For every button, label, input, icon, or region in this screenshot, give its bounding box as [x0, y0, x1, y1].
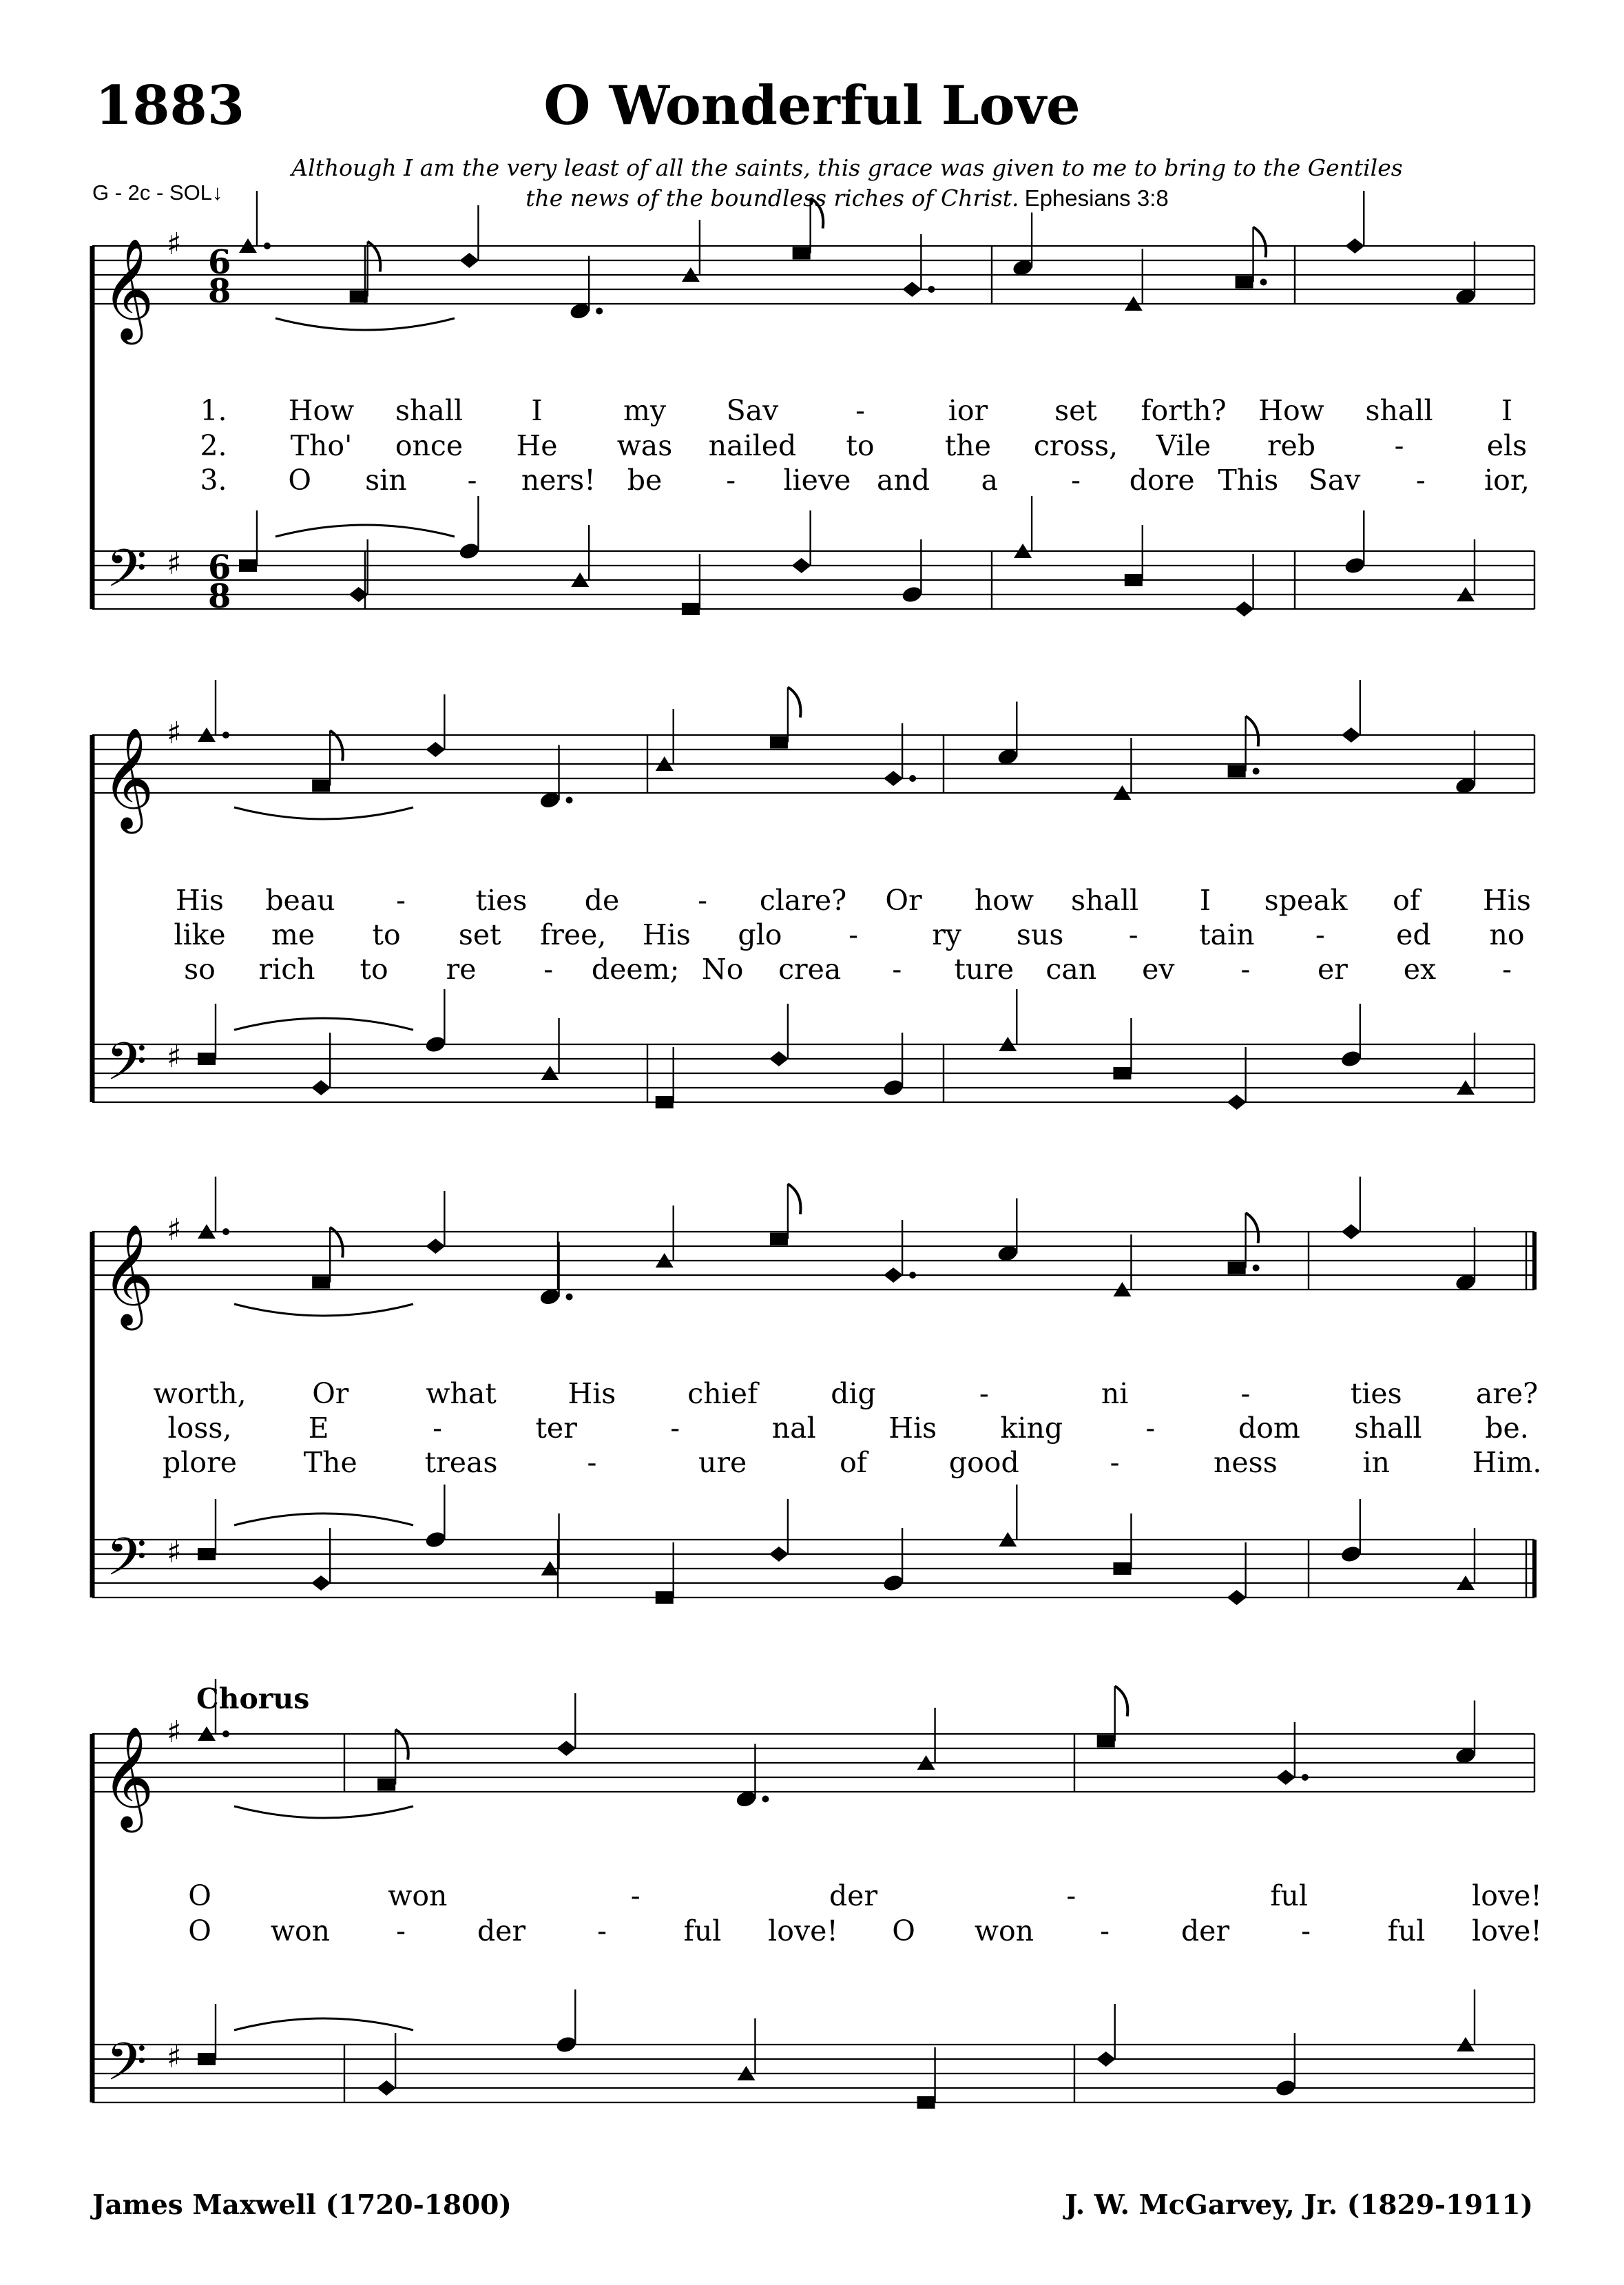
system-1-bass-note: [901, 585, 924, 604]
system-3-verse-1-syllable: ni: [1101, 1377, 1129, 1410]
system-1-treble-note: [902, 282, 922, 297]
system-4-verse-2-syllable: -: [396, 1914, 406, 1947]
system-4-bass-note: [198, 2053, 216, 2065]
system-2-bass-key-sharp: ♯: [167, 1040, 182, 1075]
system-1-verse-2-syllable: nailed: [708, 429, 797, 462]
system-1-verse-2-syllable: He: [516, 429, 558, 462]
system-4-verse-1-syllable: won: [388, 1879, 448, 1912]
system-2-bass-note: [769, 1051, 789, 1066]
system-3-verse-1-syllable: His: [568, 1377, 616, 1410]
system-2-bass-note: [1113, 1067, 1131, 1079]
system-3-treble-note: [1342, 1224, 1361, 1239]
system-3-verse-2-syllable: E: [308, 1412, 329, 1445]
system-2-verse-3-syllable: No: [701, 953, 744, 986]
system-1-treble-clef: 𝄞: [102, 238, 154, 340]
system-2-verse-2-syllable: His: [642, 918, 691, 951]
hymn-title: O Wonderful Love: [543, 74, 1081, 137]
system-2-verse-3-syllable: -: [1240, 953, 1251, 986]
system-3-treble-slur: [234, 1304, 413, 1316]
system-1-verse-2-syllable: cross,: [1033, 429, 1118, 462]
system-2-verse-1-syllable: His: [1483, 884, 1531, 917]
system-1-verse-1-syllable: shall: [395, 394, 464, 427]
system-3-verse-3-syllable: Him.: [1472, 1446, 1542, 1479]
system-3-verse-2-syllable: -: [433, 1412, 443, 1445]
system-3-verse-1-syllable: worth,: [153, 1377, 247, 1410]
system-3-treble-key-sharp: ♯: [167, 1212, 182, 1248]
system-4-verse-1-syllable: -: [630, 1879, 641, 1912]
system-3-verse-3-syllable: treas: [424, 1446, 498, 1479]
system-1-verse-1-syllable: shall: [1365, 394, 1433, 427]
system-2-treble-note: [770, 736, 788, 749]
system-2-treble-note: [312, 780, 330, 792]
system-1-verse-3-syllable: a: [981, 464, 999, 497]
system-3-verse-3-syllable: The: [303, 1446, 357, 1479]
system-2-treble-flag: [1246, 716, 1259, 747]
system-3-bass-note: [198, 1548, 216, 1560]
system-1-verse-3-syllable: be: [627, 464, 663, 497]
system-3-verse-1-syllable: dig: [831, 1377, 876, 1410]
system-4-verse-2-syllable: O: [188, 1914, 211, 1947]
system-3-bass-note: [1227, 1590, 1247, 1605]
system-2-verse-3-syllable: ex: [1403, 953, 1437, 986]
system-4-treble-dot: [222, 1730, 229, 1737]
system-2-treble-clef: 𝄞: [102, 727, 154, 829]
system-2-bass-note: [1340, 1049, 1362, 1068]
system-1-verse-3-syllable: -: [1415, 464, 1426, 497]
system-1-treble-slur: [275, 318, 455, 330]
system-1-verse-2-syllable: once: [395, 429, 464, 462]
hymn-number: 1883: [95, 74, 245, 137]
system-2-verse-1-syllable: clare?: [759, 884, 847, 917]
system-3-verse-1-syllable: chief: [687, 1377, 758, 1410]
system-2-treble-dot: [909, 775, 916, 782]
system-1-treble-note: [459, 253, 479, 268]
system-4-verse-2-syllable: love!: [768, 1914, 838, 1947]
system-1-verse-3-syllable: -: [467, 464, 477, 497]
system-2-verse-1-syllable: I: [1199, 884, 1211, 917]
system-2-verse-3-syllable: can: [1045, 953, 1097, 986]
system-2-verse-1-syllable: Or: [885, 884, 922, 917]
system-4-verse-2-syllable: -: [1301, 1914, 1311, 1947]
system-2-verse-2-syllable: sus: [1016, 918, 1064, 951]
scripture-line-2-text: the news of the boundless riches of Christ.: [525, 185, 1019, 211]
scripture-reference: Ephesians 3:8: [1024, 185, 1169, 211]
system-4-treble-slur: [234, 1806, 413, 1818]
system-1-treble-note: [1345, 238, 1364, 254]
system-2-verse-1-syllable: of: [1393, 884, 1420, 917]
system-3-verse-2-syllable: His: [888, 1412, 937, 1445]
system-1-bass-note: [682, 603, 700, 615]
system-2-verse-1-syllable: -: [396, 884, 406, 917]
system-1-verse-2-syllable: Vile: [1156, 429, 1211, 462]
system-3-treble-note: [312, 1276, 330, 1289]
system-1-bass-clef: 𝄢: [106, 538, 147, 612]
system-1-verse-2-syllable: 2.: [200, 429, 227, 462]
system-3-verse-3-syllable: plore: [163, 1446, 237, 1479]
system-2-verse-2-syllable: set: [458, 918, 501, 951]
system-4-bass-note: [1096, 2051, 1116, 2067]
system-1-treble-dot: [596, 308, 603, 315]
system-2-bass-slur: [234, 1018, 413, 1030]
system-2-verse-2-syllable: -: [1128, 918, 1138, 951]
system-4-treble-note: [1276, 1770, 1295, 1785]
system-3-treble-dot: [566, 1294, 573, 1301]
system-2-verse-2-syllable: ed: [1396, 918, 1431, 951]
system-2-verse-2-syllable: tain: [1199, 918, 1255, 951]
system-1-bass-note: [792, 558, 811, 573]
system-1-verse-2-syllable: to: [846, 429, 875, 462]
system-1-verse-3-syllable: dore: [1129, 464, 1195, 497]
system-2-verse-3-syllable: so: [184, 953, 216, 986]
system-1-verse-1-syllable: I: [531, 394, 543, 427]
system-1-bass-note: [1235, 601, 1254, 617]
system-1-bass-key-sharp: ♯: [167, 546, 182, 581]
system-3-verse-2-syllable: nal: [771, 1412, 816, 1445]
system-2-bass-note: [424, 1035, 447, 1054]
system-4-verse-2-syllable: -: [597, 1914, 607, 1947]
system-1-verse-1-syllable: ior: [948, 394, 988, 427]
system-4-bass-clef: 𝄢: [106, 2031, 147, 2105]
system-3-verse-2-syllable: king: [1000, 1412, 1063, 1445]
system-3-treble-flag: [1246, 1213, 1259, 1243]
system-1-bass-slur: [275, 525, 455, 537]
system-4-verse-2-syllable: der: [1180, 1914, 1230, 1947]
system-1-treble-key-sharp: ♯: [167, 227, 182, 262]
system-1-verse-3-syllable: -: [1071, 464, 1081, 497]
system-3-bass-note: [424, 1530, 447, 1549]
system-2-bass-note: [882, 1078, 905, 1097]
system-1-verse-3-syllable: 3.: [200, 464, 227, 497]
system-2-verse-3-syllable: rich: [258, 953, 315, 986]
system-1-treble-flag: [811, 198, 824, 229]
system-1-verse-2-syllable: -: [1394, 429, 1404, 462]
system-2-verse-3-syllable: re: [446, 953, 477, 986]
scripture-line-1: Although I am the very least of all the saints, this grace was given to me to bring to the Gentiles: [291, 154, 1403, 181]
system-2-verse-3-syllable: ev: [1142, 953, 1175, 986]
system-3-bass-note: [656, 1591, 674, 1604]
system-3-verse-3-syllable: of: [840, 1446, 867, 1479]
system-1-treble-dot: [264, 242, 271, 249]
system-2-bass-note: [1227, 1095, 1247, 1110]
system-1-time-bottom-treble: 8: [208, 272, 231, 311]
system-3-treble-dot: [222, 1228, 229, 1235]
system-2-verse-2-syllable: ry: [932, 918, 961, 951]
system-1-verse-2-syllable: reb: [1267, 429, 1316, 462]
system-3-bass-key-sharp: ♯: [167, 1535, 182, 1570]
system-3-treble-dot: [1253, 1265, 1260, 1272]
system-4-verse-1-syllable: love!: [1472, 1879, 1542, 1912]
system-4-verse-1-syllable: ful: [1270, 1879, 1309, 1912]
system-2-treble-dot: [566, 797, 573, 804]
system-2-verse-1-syllable: speak: [1264, 884, 1348, 917]
system-3-bass-note: [1340, 1544, 1362, 1564]
system-2-verse-3-syllable: ture: [954, 953, 1014, 986]
system-2-bass-note: [198, 1053, 216, 1065]
system-4-bass-note: [555, 2035, 578, 2054]
system-1-treble-dot: [928, 286, 935, 293]
system-1-verse-2-syllable: Tho': [290, 429, 353, 462]
system-3-treble-dot: [909, 1272, 916, 1279]
system-1-verse-2-syllable: the: [944, 429, 992, 462]
system-3-verse-2-syllable: shall: [1354, 1412, 1422, 1445]
system-4-verse-2-syllable: -: [1100, 1914, 1110, 1947]
system-2-verse-2-syllable: no: [1489, 918, 1525, 951]
system-2-verse-2-syllable: -: [849, 918, 858, 951]
system-1-verse-1-syllable: How: [1258, 394, 1324, 427]
system-2-verse-3-syllable: -: [1502, 953, 1512, 986]
system-1-time-top-bass: 6: [208, 548, 231, 587]
system-1-bass-note: [239, 559, 257, 572]
words-credit: James Maxwell (1720-1800): [92, 2189, 512, 2221]
system-2-verse-2-syllable: to: [372, 918, 401, 951]
system-4-verse-2-syllable: der: [477, 1914, 526, 1947]
system-1-time-bottom-bass: 8: [208, 577, 231, 616]
system-1-verse-1-syllable: How: [288, 394, 355, 427]
system-3-bass-slur: [234, 1513, 413, 1525]
system-3-verse-2-syllable: ter: [535, 1412, 577, 1445]
system-1-verse-1-syllable: forth?: [1141, 394, 1227, 427]
system-1-verse-3-syllable: O: [288, 464, 312, 497]
system-2-verse-1-syllable: how: [974, 884, 1034, 917]
system-3-verse-3-syllable: good: [948, 1446, 1019, 1479]
system-3-treble-clef: 𝄞: [102, 1223, 154, 1326]
system-1-verse-3-syllable: -: [726, 464, 736, 497]
system-3-verse-2-syllable: dom: [1238, 1412, 1300, 1445]
system-3-verse-3-syllable: ure: [698, 1446, 747, 1479]
system-4-treble-clef: 𝄞: [102, 1726, 154, 1828]
system-3-verse-1-syllable: -: [1240, 1377, 1251, 1410]
system-3-treble-flag: [788, 1184, 801, 1214]
system-2-verse-2-syllable: free,: [540, 918, 607, 951]
system-2-treble-flag: [788, 687, 801, 718]
system-3-verse-3-syllable: -: [587, 1446, 597, 1479]
system-4-bass-note: [1274, 2078, 1297, 2098]
system-2-verse-1-syllable: shall: [1070, 884, 1139, 917]
system-1-bass-note: [1125, 574, 1143, 586]
system-4-bass-note: [917, 2096, 935, 2109]
system-2-treble-slur: [234, 807, 413, 819]
system-2-bass-clef: 𝄢: [106, 1031, 147, 1105]
system-3-bass-note: [311, 1575, 331, 1591]
system-3-treble-note: [426, 1239, 445, 1254]
system-1-verse-3-syllable: lieve: [783, 464, 851, 497]
system-1-verse-3-syllable: sin: [365, 464, 407, 497]
system-1-verse-1-syllable: 1.: [200, 394, 227, 427]
system-1-treble-note: [1236, 276, 1253, 289]
system-4-treble-dot: [1302, 1774, 1309, 1781]
system-1-verse-1-syllable: my: [623, 394, 667, 427]
system-3-verse-1-syllable: Or: [312, 1377, 349, 1410]
system-3-verse-1-syllable: are?: [1475, 1377, 1539, 1410]
system-2-verse-1-syllable: ties: [475, 884, 528, 917]
system-4-verse-2-syllable: ful: [1387, 1914, 1426, 1947]
system-2-treble-dot: [222, 732, 229, 738]
system-3-treble-note: [884, 1268, 903, 1283]
system-1-verse-2-syllable: els: [1486, 429, 1528, 462]
system-4-bass-note: [377, 2080, 396, 2096]
system-1-verse-3-syllable: This: [1218, 464, 1279, 497]
system-4-verse-1-syllable: der: [829, 1879, 878, 1912]
system-3-bass-note: [1113, 1562, 1131, 1575]
system-3-verse-1-syllable: -: [979, 1377, 989, 1410]
system-4-treble-flag: [1115, 1686, 1128, 1717]
system-2-verse-1-syllable: beau: [265, 884, 335, 917]
system-2-bass-note: [656, 1096, 674, 1108]
system-2-verse-3-syllable: er: [1317, 953, 1348, 986]
system-2-treble-key-sharp: ♯: [167, 716, 182, 751]
system-3-verse-1-syllable: what: [426, 1377, 497, 1410]
system-2-verse-2-syllable: glo: [738, 918, 782, 951]
system-2-treble-note: [884, 771, 903, 786]
system-4-verse-2-syllable: won: [270, 1914, 331, 1947]
system-4-treble-note: [556, 1741, 576, 1756]
system-1-verse-2-syllable: was: [616, 429, 673, 462]
system-2-bass-note: [311, 1080, 331, 1095]
system-2-treble-note: [426, 742, 445, 757]
system-3-verse-3-syllable: ness: [1214, 1446, 1278, 1479]
system-4-verse-1-syllable: -: [1066, 1879, 1076, 1912]
system-3-bass-clef: 𝄢: [106, 1527, 147, 1600]
system-4-verse-1-syllable: O: [188, 1879, 211, 1912]
system-2-treble-note: [1228, 765, 1246, 778]
system-3-verse-3-syllable: -: [1110, 1446, 1120, 1479]
system-3-verse-3-syllable: in: [1362, 1446, 1390, 1479]
system-4-verse-2-syllable: won: [974, 1914, 1034, 1947]
system-2-verse-2-syllable: -: [1315, 918, 1325, 951]
system-4-bass-slur: [234, 2018, 413, 2030]
key-signature-label: G - 2c - SOL↓: [92, 180, 223, 205]
system-4-treble-note: [1097, 1735, 1115, 1748]
system-2-verse-3-syllable: crea: [778, 953, 842, 986]
system-1-treble-dot: [1260, 279, 1267, 286]
system-1-verse-3-syllable: ior,: [1484, 464, 1530, 497]
system-3-bass-note: [882, 1573, 905, 1593]
system-2-treble-note: [1342, 727, 1361, 743]
system-1-bass-note: [1344, 556, 1366, 575]
system-2-verse-3-syllable: deem;: [591, 953, 680, 986]
system-4-bass-key-sharp: ♯: [167, 2040, 182, 2075]
system-3-bass-note: [769, 1547, 789, 1562]
system-3-treble-note: [1228, 1262, 1246, 1274]
system-4-treble-dot: [762, 1796, 769, 1803]
system-2-treble-dot: [1253, 768, 1260, 775]
system-2-verse-3-syllable: -: [892, 953, 902, 986]
system-2-verse-3-syllable: to: [360, 953, 388, 986]
system-2-verse-1-syllable: His: [176, 884, 224, 917]
system-1-treble-note: [350, 291, 368, 303]
system-4-verse-2-syllable: love!: [1472, 1914, 1542, 1947]
chorus-label: Chorus: [196, 1682, 310, 1715]
system-1-verse-1-syllable: Sav: [726, 394, 779, 427]
system-2-verse-2-syllable: me: [271, 918, 315, 951]
system-1-verse-3-syllable: and: [877, 464, 930, 497]
system-3-verse-1-syllable: ties: [1350, 1377, 1402, 1410]
system-1-verse-1-syllable: set: [1054, 394, 1097, 427]
system-3-verse-2-syllable: -: [1145, 1412, 1156, 1445]
music-credit: J. W. McGarvey, Jr. (1829-1911): [1065, 2189, 1533, 2221]
system-2-verse-2-syllable: like: [174, 918, 226, 951]
system-2-verse-1-syllable: -: [698, 884, 707, 917]
system-4-verse-2-syllable: ful: [683, 1914, 722, 1947]
system-1-verse-3-syllable: Sav: [1308, 464, 1361, 497]
system-1-time-top-treble: 6: [208, 243, 231, 282]
system-3-verse-2-syllable: -: [670, 1412, 680, 1445]
system-1-treble-flag: [1253, 227, 1267, 258]
system-1-verse-1-syllable: I: [1501, 394, 1513, 427]
system-1-verse-3-syllable: ners!: [521, 464, 596, 497]
system-4-treble-note: [377, 1779, 395, 1791]
system-3-verse-2-syllable: be.: [1485, 1412, 1529, 1445]
system-3-verse-2-syllable: loss,: [167, 1412, 232, 1445]
system-2-verse-1-syllable: de: [584, 884, 620, 917]
system-3-treble-note: [770, 1233, 788, 1245]
system-1-verse-1-syllable: -: [855, 394, 865, 427]
system-4-verse-2-syllable: O: [892, 1914, 915, 1947]
system-1-treble-note: [793, 247, 811, 260]
system-4-treble-key-sharp: ♯: [167, 1715, 182, 1750]
system-1-bass-note: [458, 541, 481, 561]
system-2-verse-3-syllable: -: [543, 953, 554, 986]
